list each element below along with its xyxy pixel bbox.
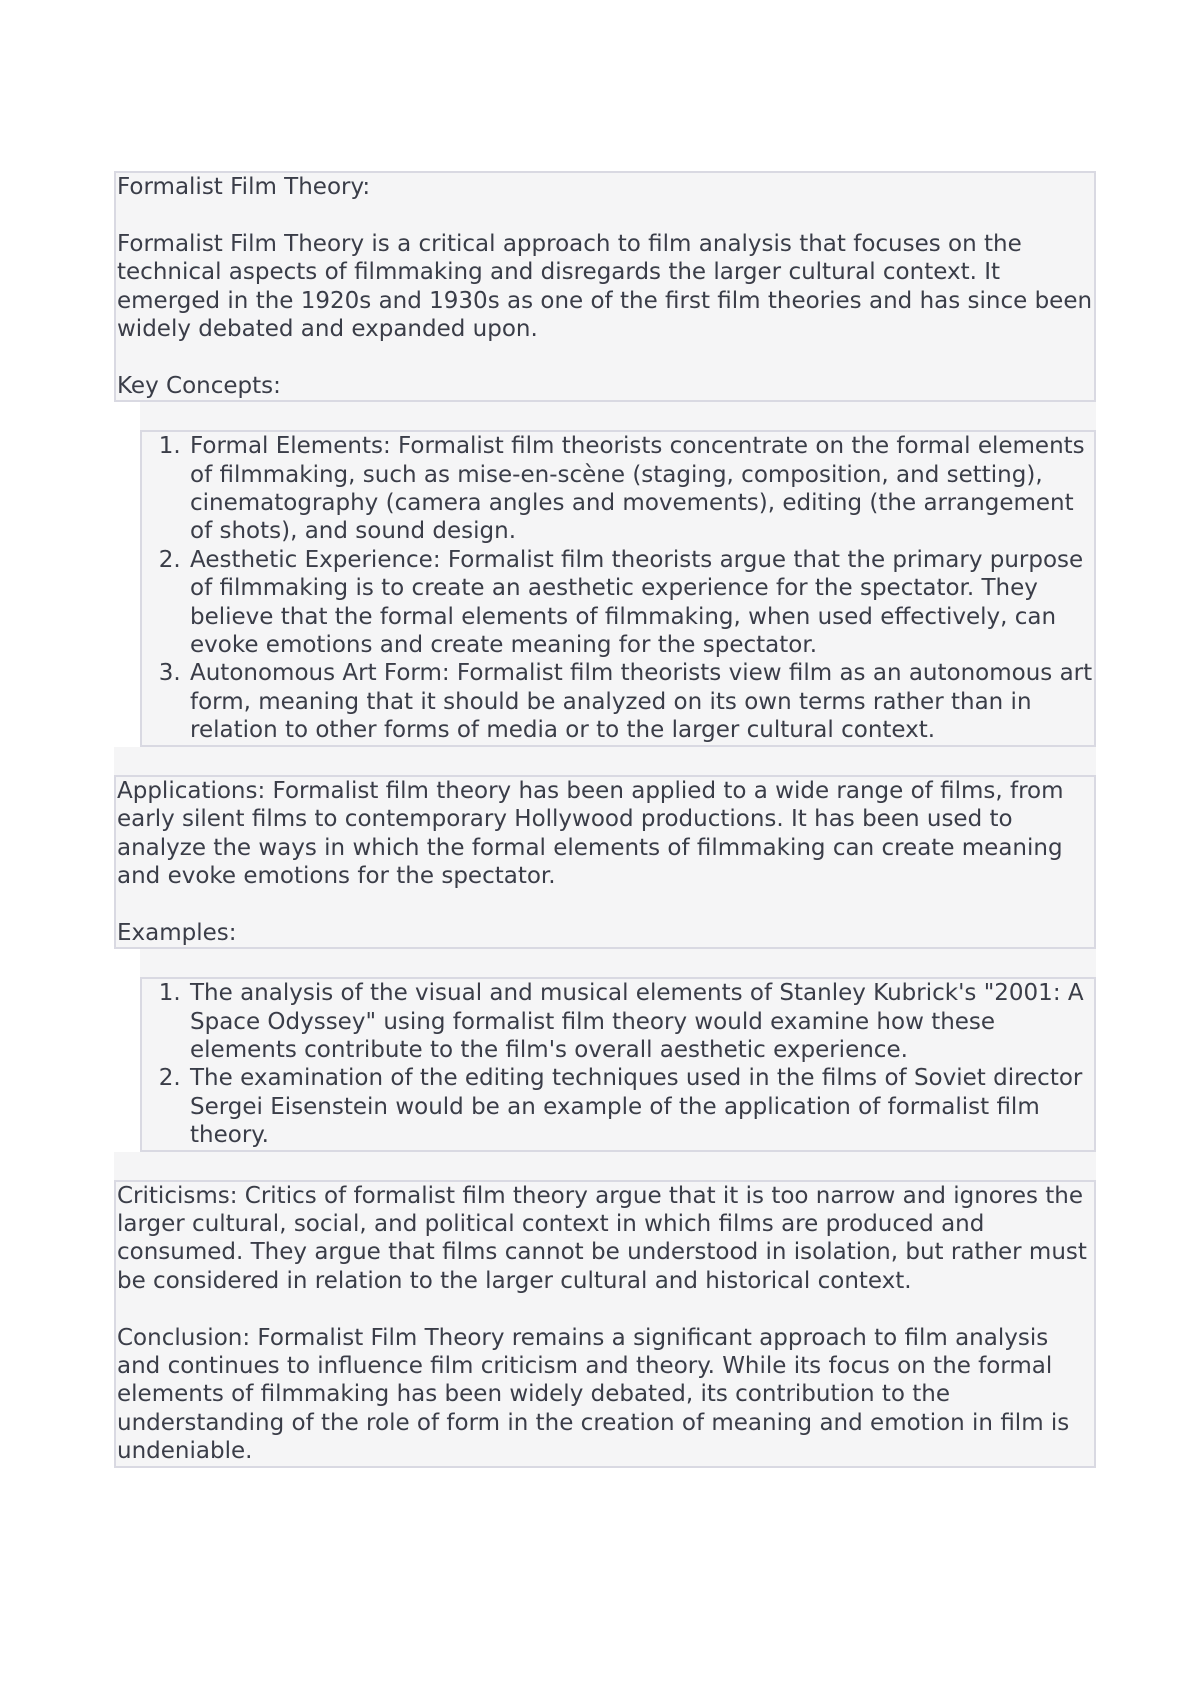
examples-list [142,979,1094,1149]
key-concepts-list-section [140,430,1096,746]
spacer [114,1152,1096,1180]
closing-section [114,1180,1096,1468]
intro-section [114,171,1096,402]
spacer [114,747,1096,775]
document [114,171,1096,1468]
examples-list-section [140,977,1096,1151]
document-title: Formalist Film Theory: [117,174,371,200]
conclusion-paragraph: Conclusion: Formalist Film Theory remains a significant approach to film analysis and continues to influence film criticism and theory. While its focus on the formal elements of filmmaking has been widely debated, its contribution to the understanding of the role of form in the creation of meaning and emotion in film is undeniable. [117,1324,1070,1465]
list-item: 2. The examination of the editing techniques used in the films of Soviet director Sergei Eisenstein would be an example of the application of formalist film theory. [188,1064,1094,1149]
applications-paragraph: Applications: Formalist film theory has been applied to a wide range of films, from early silent films to contemporary Hollywood productions. It has been used to analyze the ways in which the formal elements of filmmaking can create meaning and evoke emotions for the spectator. [117,777,1064,889]
list-item: 3. Autonomous Art Form: Formalist film theorists view film as an autonomous art form, meaning that it should be analyzed on its own terms rather than in relation to other forms of media or to the larger cultural context. [188,659,1094,744]
key-concepts-list [142,432,1094,744]
list-item: 1. The analysis of the visual and musical elements of Stanley Kubrick's "2001: A Space Odyssey" using formalist film theory would examine how these elements contribute to the film's overall aesthetic experience. [188,979,1094,1064]
criticisms-paragraph: Criticisms: Critics of formalist film theory argue that it is too narrow and ignores the larger cultural, social, and political context in which films are produced and consumed. They argue that films cannot be understood in isolation, but rather must be considered in relation to the larger cultural and historical context. [117,1182,1087,1294]
intro-paragraph: Formalist Film Theory is a critical approach to film analysis that focuses on the technical aspects of filmmaking and disregards the larger cultural context. It emerged in the 1920s and 1930s as one of the first film theories and has since been widely debated and expanded upon. [117,230,1093,343]
spacer [140,949,1096,977]
spacer [140,402,1096,430]
applications-section [114,775,1096,949]
list-item: 2. Aesthetic Experience: Formalist film theorists argue that the primary purpose of filmmaking is to create an aesthetic experience for the spectator. They believe that the formal elements of filmmaking, when used effectively, can evoke emotions and create meaning for the spectator. [188,546,1094,660]
list-item: 1. Formal Elements: Formalist film theorists concentrate on the formal elements of filmmaking, such as mise-en-scène (staging, composition, and setting), cinematography (camera angles and movements), editing (the arrangement of shots), and sound design. [188,432,1094,546]
key-concepts-heading: Key Concepts: [117,372,281,399]
examples-heading: Examples: [117,919,237,946]
